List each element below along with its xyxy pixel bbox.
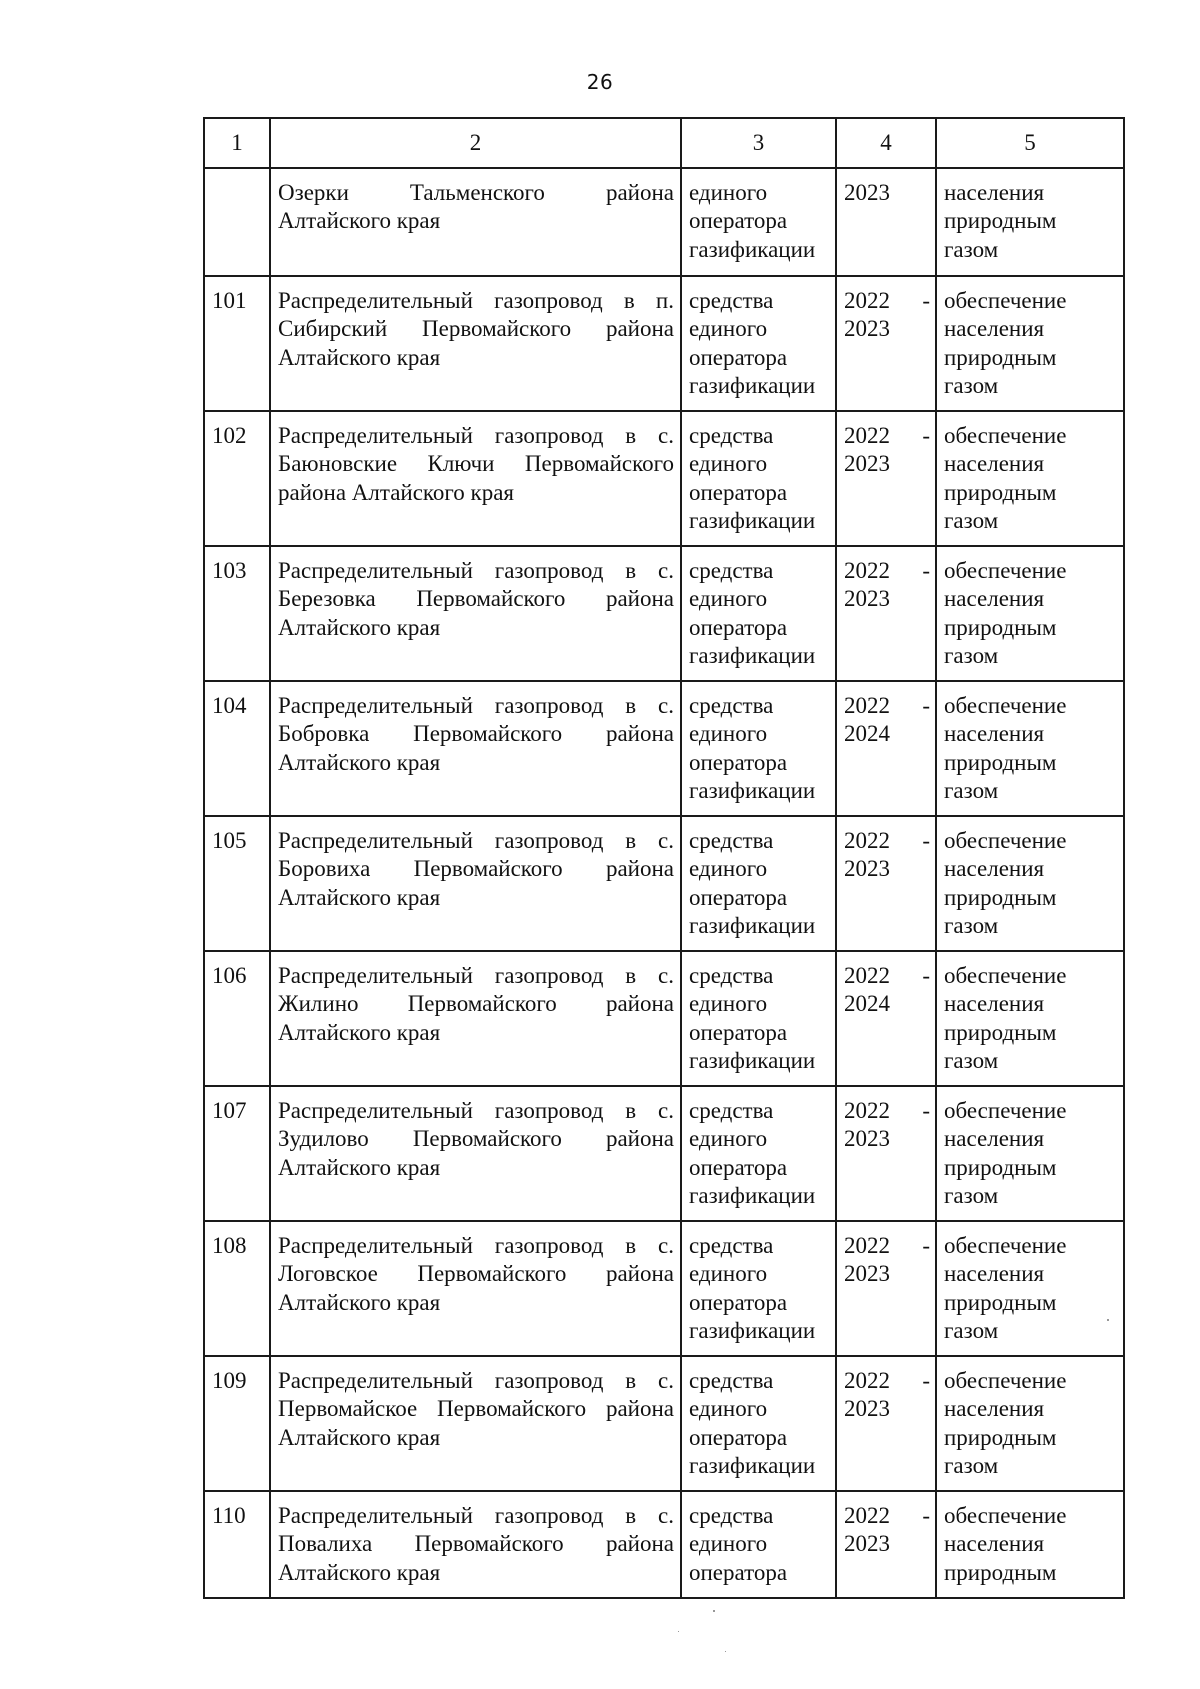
period-cell (836, 1356, 936, 1491)
funding-source-line: оператора (689, 1019, 788, 1045)
scan-speck (1107, 1319, 1109, 1321)
expected-result-line: обеспечение (944, 693, 1067, 718)
row-number-cell: 109 (204, 1356, 270, 1491)
expected-result-cell (936, 1356, 1124, 1491)
object-name-cell (270, 168, 681, 276)
funding-source-line: единого (689, 1126, 768, 1152)
funding-source-line: оператора (689, 614, 788, 640)
expected-result-line: природным (944, 1289, 1057, 1315)
expected-result-line: газом (944, 1317, 999, 1343)
funding-source-cell (681, 1491, 836, 1598)
funding-source-line: единого (689, 721, 768, 747)
period-year: 2023 (844, 451, 890, 477)
row-number-cell: 104 (204, 681, 270, 816)
table-row (204, 168, 1124, 276)
expected-result-line: природным (944, 479, 1057, 505)
period-year: 2023 (844, 586, 890, 612)
expected-result-line: природным (944, 1424, 1057, 1450)
row-number-cell: 101 (204, 276, 270, 411)
expected-result-cell (936, 168, 1124, 276)
funding-source-cell (681, 816, 836, 951)
object-name-line: Алтайского края (278, 614, 441, 640)
funding-source-line: единого (689, 1396, 768, 1422)
period-year: 2022 (844, 288, 890, 313)
expected-result-line: газом (944, 507, 999, 533)
funding-source-line: единого (689, 316, 768, 342)
object-name-line: Алтайского края (278, 1154, 441, 1180)
expected-result-line: природным (944, 344, 1057, 370)
object-name-line: Алтайского края (278, 749, 441, 775)
funding-source-cell (681, 411, 836, 546)
funding-source-cell (681, 276, 836, 411)
row-number-cell: 106 (204, 951, 270, 1086)
funding-source-line: оператора (689, 884, 788, 910)
period-year: 2022 (844, 423, 890, 448)
funding-source-line: единого (689, 180, 768, 205)
row-number-cell: 105 (204, 816, 270, 951)
period-cell (836, 1491, 936, 1598)
object-name-line: Алтайского края (278, 884, 441, 910)
period-year: 2022 (844, 558, 890, 583)
funding-source-line: единого (689, 586, 768, 612)
expected-result-line: газом (944, 236, 999, 262)
funding-source-line: газификации (689, 1182, 816, 1208)
funding-source-cell (681, 681, 836, 816)
object-name-cell (270, 951, 681, 1086)
expected-result-cell (936, 546, 1124, 681)
funding-source-line: газификации (689, 777, 816, 803)
table-row (204, 951, 1124, 1086)
object-name-line: Озерки Тальменского района (278, 180, 674, 205)
funding-source-cell (681, 951, 836, 1086)
funding-source-line: оператора (689, 749, 788, 775)
column-header-4: 4 (836, 118, 936, 168)
object-name-line: Алтайского края (278, 1559, 441, 1585)
period-year: 2022 (844, 1368, 890, 1393)
expected-result-line: обеспечение (944, 963, 1067, 988)
table-row (204, 681, 1124, 816)
expected-result-line: населения (944, 1531, 1045, 1557)
object-name-line: Распределительный газопровод в с. (278, 1233, 674, 1258)
funding-source-line: средства (689, 1098, 774, 1123)
expected-result-line: населения (944, 856, 1045, 882)
funding-source-line: оператора (689, 1559, 788, 1585)
period-year: 2023 (844, 856, 890, 882)
table-row (204, 411, 1124, 546)
scan-speck (678, 1631, 679, 1632)
table-row (204, 1356, 1124, 1491)
object-name-line: Распределительный газопровод в с. (278, 423, 674, 448)
object-name-line: Алтайского края (278, 1289, 441, 1315)
scan-speck (725, 1651, 726, 1652)
period-cell (836, 411, 936, 546)
funding-source-line: оператора (689, 479, 788, 505)
period-year: 2023 (844, 1261, 890, 1287)
column-header-5: 5 (936, 118, 1124, 168)
funding-source-line: единого (689, 451, 768, 477)
object-name-line: Алтайского края (278, 344, 441, 370)
expected-result-line: газом (944, 1452, 999, 1478)
period-year: 2023 (844, 180, 890, 205)
period-year: 2022 (844, 1233, 890, 1258)
period-dash: - (922, 1368, 930, 1393)
funding-source-line: оператора (689, 208, 788, 234)
object-name-line: района Алтайского края (278, 479, 515, 505)
funding-source-line: средства (689, 558, 774, 583)
funding-source-line: газификации (689, 507, 816, 533)
row-number-cell: 108 (204, 1221, 270, 1356)
object-name-line: Распределительный газопровод в с. (278, 1503, 674, 1528)
expected-result-line: населения (944, 991, 1045, 1017)
funding-source-line: газификации (689, 236, 816, 262)
funding-source-line: средства (689, 1503, 774, 1528)
funding-source-line: оператора (689, 1154, 788, 1180)
row-number-cell: 103 (204, 546, 270, 681)
object-name-line: Алтайского края (278, 1019, 441, 1045)
object-name-cell (270, 546, 681, 681)
object-name-line: Распределительный газопровод в с. (278, 1368, 674, 1393)
expected-result-line: обеспечение (944, 1098, 1067, 1123)
funding-source-line: газификации (689, 1047, 816, 1073)
row-number-cell: 107 (204, 1086, 270, 1221)
table-row (204, 1221, 1124, 1356)
expected-result-line: населения (944, 1126, 1045, 1152)
period-year: 2022 (844, 963, 890, 988)
period-dash: - (922, 1233, 930, 1258)
period-dash: - (922, 288, 930, 313)
expected-result-line: природным (944, 208, 1057, 234)
period-dash: - (922, 828, 930, 853)
expected-result-line: обеспечение (944, 1503, 1067, 1528)
period-dash: - (922, 693, 930, 718)
period-year: 2023 (844, 1531, 890, 1557)
column-header-1: 1 (204, 118, 270, 168)
expected-result-line: обеспечение (944, 288, 1067, 313)
table-row (204, 1086, 1124, 1221)
row-number-cell: 102 (204, 411, 270, 546)
funding-source-line: средства (689, 288, 774, 313)
expected-result-line: газом (944, 1047, 999, 1073)
object-name-cell (270, 681, 681, 816)
period-cell (836, 276, 936, 411)
expected-result-line: природным (944, 1154, 1057, 1180)
funding-source-line: газификации (689, 1317, 816, 1343)
period-year: 2022 (844, 1098, 890, 1123)
expected-result-cell (936, 1221, 1124, 1356)
program-table (203, 117, 1125, 1599)
expected-result-cell (936, 276, 1124, 411)
funding-source-line: единого (689, 991, 768, 1017)
expected-result-line: населения (944, 451, 1045, 477)
expected-result-line: газом (944, 777, 999, 803)
period-year: 2022 (844, 693, 890, 718)
object-name-line: Логовское Первомайского района (278, 1261, 674, 1287)
scan-speck (713, 1610, 715, 1612)
funding-source-cell (681, 1356, 836, 1491)
expected-result-line: газом (944, 912, 999, 938)
object-name-line: Березовка Первомайского района (278, 586, 674, 612)
object-name-cell (270, 411, 681, 546)
period-dash: - (922, 1098, 930, 1123)
period-cell (836, 546, 936, 681)
period-dash: - (922, 558, 930, 583)
object-name-line: Зудилово Первомайского района (278, 1126, 674, 1152)
expected-result-line: обеспечение (944, 558, 1067, 583)
period-year: 2023 (844, 316, 890, 342)
object-name-cell (270, 1356, 681, 1491)
object-name-line: Распределительный газопровод в с. (278, 693, 674, 718)
expected-result-cell (936, 681, 1124, 816)
object-name-line: Распределительный газопровод в с. (278, 963, 674, 988)
object-name-line: Повалиха Первомайского района (278, 1531, 674, 1557)
expected-result-line: обеспечение (944, 1368, 1067, 1393)
table-row (204, 546, 1124, 681)
expected-result-line: обеспечение (944, 423, 1067, 448)
object-name-cell (270, 1086, 681, 1221)
funding-source-line: газификации (689, 1452, 816, 1478)
funding-source-line: оператора (689, 344, 788, 370)
expected-result-line: населения (944, 1261, 1045, 1287)
expected-result-line: природным (944, 1019, 1057, 1045)
table-row (204, 276, 1124, 411)
period-year: 2024 (844, 721, 890, 747)
expected-result-cell (936, 1086, 1124, 1221)
period-year: 2023 (844, 1396, 890, 1422)
period-cell (836, 168, 936, 276)
object-name-line: Распределительный газопровод в с. (278, 558, 674, 583)
funding-source-line: средства (689, 963, 774, 988)
column-header-3: 3 (681, 118, 836, 168)
expected-result-line: газом (944, 642, 999, 668)
expected-result-cell (936, 951, 1124, 1086)
expected-result-line: населения (944, 180, 1045, 205)
period-cell (836, 816, 936, 951)
funding-source-line: средства (689, 1233, 774, 1258)
funding-source-cell (681, 546, 836, 681)
table-row (204, 1491, 1124, 1598)
expected-result-line: обеспечение (944, 828, 1067, 853)
funding-source-line: средства (689, 423, 774, 448)
funding-source-line: газификации (689, 372, 816, 398)
expected-result-line: населения (944, 1396, 1045, 1422)
period-dash: - (922, 1503, 930, 1528)
funding-source-line: средства (689, 828, 774, 853)
period-year: 2022 (844, 1503, 890, 1528)
period-cell (836, 1221, 936, 1356)
funding-source-cell (681, 1086, 836, 1221)
expected-result-line: природным (944, 749, 1057, 775)
funding-source-cell (681, 1221, 836, 1356)
expected-result-line: населения (944, 721, 1045, 747)
period-dash: - (922, 423, 930, 448)
period-cell (836, 951, 936, 1086)
object-name-line: Распределительный газопровод в с. (278, 1098, 674, 1123)
funding-source-line: оператора (689, 1289, 788, 1315)
object-name-cell (270, 816, 681, 951)
expected-result-cell (936, 816, 1124, 951)
table-body (204, 168, 1124, 1598)
expected-result-line: населения (944, 316, 1045, 342)
period-year: 2023 (844, 1126, 890, 1152)
table-row (204, 816, 1124, 951)
object-name-cell (270, 276, 681, 411)
funding-source-line: газификации (689, 642, 816, 668)
expected-result-line: природным (944, 884, 1057, 910)
expected-result-line: населения (944, 586, 1045, 612)
expected-result-line: обеспечение (944, 1233, 1067, 1258)
row-number-cell (204, 168, 270, 276)
object-name-cell (270, 1221, 681, 1356)
object-name-line: Сибирский Первомайского района (278, 316, 674, 342)
object-name-cell (270, 1491, 681, 1598)
period-cell (836, 1086, 936, 1221)
funding-source-line: оператора (689, 1424, 788, 1450)
period-year: 2024 (844, 991, 890, 1017)
object-name-line: Алтайского края (278, 208, 441, 234)
object-name-line: Алтайского края (278, 1424, 441, 1450)
funding-source-line: единого (689, 1531, 768, 1557)
object-name-line: Первомайское Первомайского района (278, 1396, 674, 1422)
column-header-2: 2 (270, 118, 681, 168)
expected-result-line: газом (944, 1182, 999, 1208)
object-name-line: Бобровка Первомайского района (278, 721, 674, 747)
funding-source-line: единого (689, 1261, 768, 1287)
period-dash: - (922, 963, 930, 988)
funding-source-line: газификации (689, 912, 816, 938)
row-number-cell: 110 (204, 1491, 270, 1598)
period-year: 2022 (844, 828, 890, 853)
funding-source-line: единого (689, 856, 768, 882)
object-name-line: Жилино Первомайского района (278, 991, 674, 1017)
funding-source-line: средства (689, 1368, 774, 1393)
period-cell (836, 681, 936, 816)
object-name-line: Распределительный газопровод в с. (278, 828, 674, 853)
funding-source-line: средства (689, 693, 774, 718)
expected-result-cell (936, 1491, 1124, 1598)
object-name-line: Распределительный газопровод в п. (278, 288, 674, 313)
expected-result-line: природным (944, 1559, 1057, 1585)
object-name-line: Боровиха Первомайского района (278, 856, 674, 882)
funding-source-cell (681, 168, 836, 276)
table-header-row (204, 118, 1124, 168)
expected-result-cell (936, 411, 1124, 546)
object-name-line: Баюновские Ключи Первомайского (278, 451, 674, 477)
expected-result-line: природным (944, 614, 1057, 640)
page-number: 26 (586, 70, 614, 94)
expected-result-line: газом (944, 372, 999, 398)
